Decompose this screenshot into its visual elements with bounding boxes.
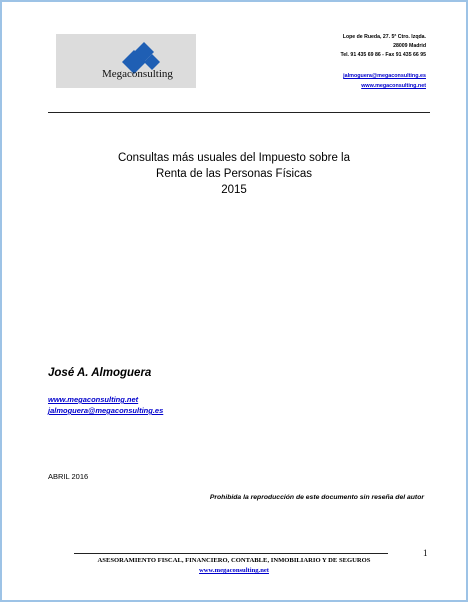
footer-divider <box>74 553 388 554</box>
document-title <box>2 150 466 198</box>
contact-email-link[interactable]: jalmoguera@megaconsulting.es <box>343 73 426 79</box>
footer-services: ASESORAMIENTO FISCAL, FINANCIERO, CONTABLE, INMOBILIARIO Y DE SEGUROS <box>97 557 371 564</box>
contact-web-link[interactable]: www.megaconsulting.net <box>361 83 426 89</box>
author-email-link[interactable]: jalmoguera@megaconsulting.es <box>48 406 164 415</box>
title-line-2: Renta de las Personas Físicas <box>156 168 312 180</box>
title-year: 2015 <box>221 184 247 196</box>
page-footer <box>2 556 466 576</box>
page-number: 1 <box>423 548 428 558</box>
address-line-phone: Tel. 91 435 69 86 - Fax 91 435 66 95 <box>340 52 426 58</box>
footer-web-link[interactable]: www.megaconsulting.net <box>199 567 269 574</box>
title-line-1: Consultas más usuales del Impuesto sobre la <box>117 152 351 164</box>
company-logo <box>56 34 196 88</box>
document-date: ABRIL 2016 <box>48 472 89 481</box>
author-name: José A. Almoguera <box>48 367 152 379</box>
address-line-city: 28009 Madrid <box>393 43 426 49</box>
copyright-notice: Prohibida la reproducción de este documento sin reseña del autor <box>209 494 424 501</box>
company-contact <box>246 71 426 91</box>
company-address <box>246 33 426 60</box>
author-links <box>48 394 163 416</box>
logo-text: Megaconsulting <box>102 68 173 80</box>
author-web-link[interactable]: www.megaconsulting.net <box>48 395 139 404</box>
header-divider <box>48 112 430 113</box>
address-line-street: Lope de Rueda, 27. 5ª Ctro. Izqda. <box>342 34 426 40</box>
